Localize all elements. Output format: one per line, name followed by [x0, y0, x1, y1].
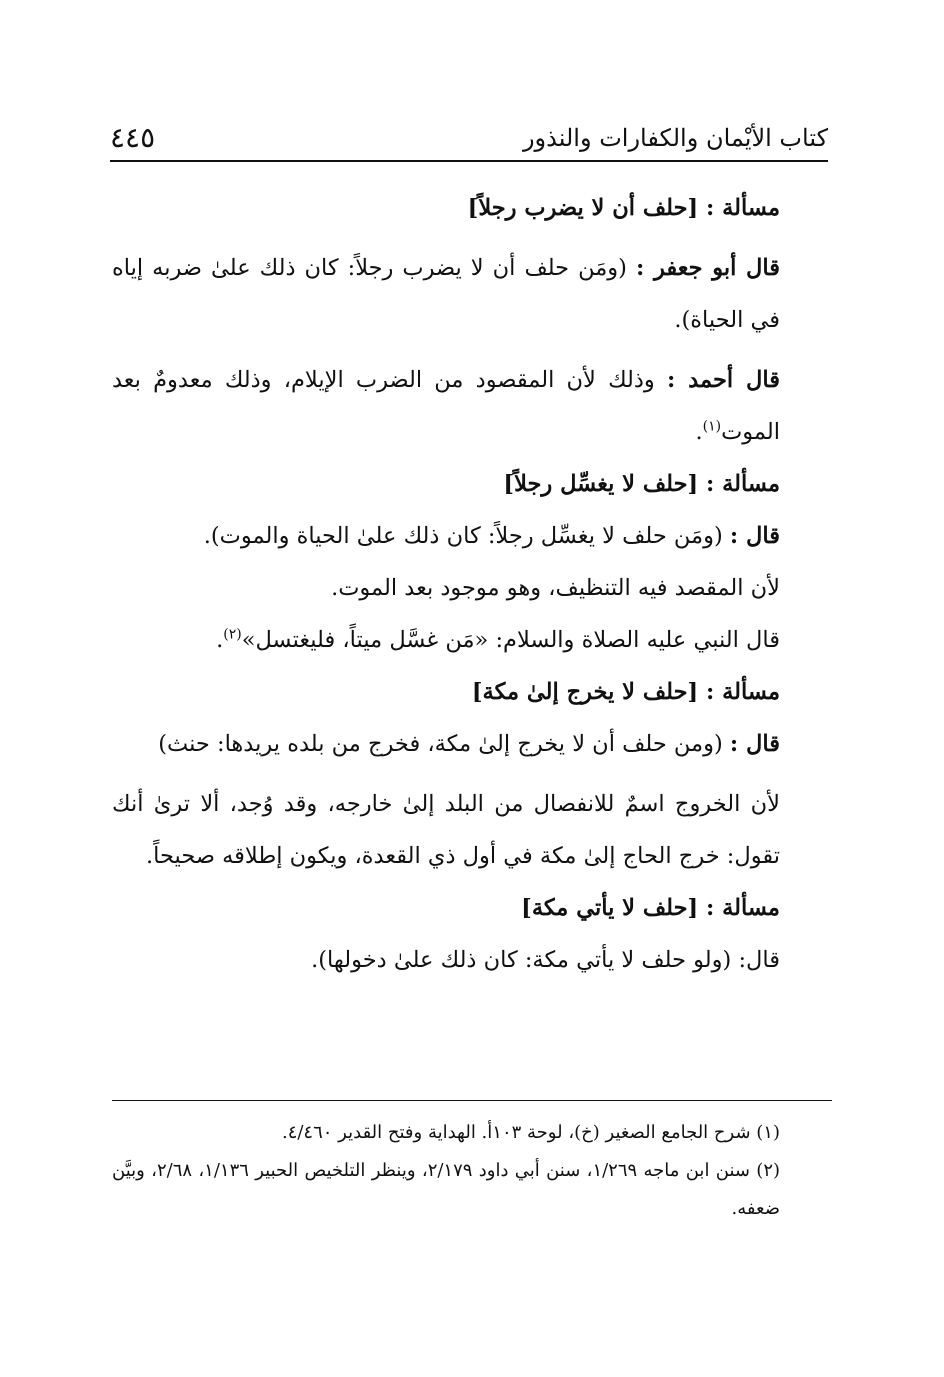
issue-heading: مسألة : [حلف لا يأتي مكة]	[521, 895, 780, 921]
paragraph: قال: (ولو حلف لا يأتي مكة: كان ذلك علىٰ دخولها).	[311, 947, 780, 973]
paragraph: لأن المقصد فيه التنظيف، وهو موجود بعد الموت.	[331, 575, 780, 601]
footnote: (٢) سنن ابن ماجه ١/٢٦٩، سنن أبي داود ٢/١٧٩، وينظر التلخيص الحبير ١/١٣٦، ٢/٦٨، وبيَّن ضعفه.	[112, 1160, 781, 1219]
paragraph-end: .	[695, 419, 703, 445]
footnotes	[112, 1114, 828, 1228]
issue-heading: مسألة : [حلف لا يغسِّل رجلاً]	[503, 471, 780, 497]
speaker-name: قال :	[729, 523, 780, 549]
main-text	[112, 182, 828, 986]
paragraph-text: (ومن حلف أن لا يخرج إلىٰ مكة، فخرج من بلده يريدها: حنث)	[158, 731, 730, 757]
header-title: كتاب الأيْمان والكفارات والنذور	[522, 124, 828, 152]
footnote-ref: (١)	[702, 418, 722, 435]
paragraph	[112, 354, 828, 458]
paragraph	[112, 718, 828, 770]
paragraph: لأن الخروج اسمٌ للانفصال من البلد إلىٰ خارجه، وقد وُجد، ألا ترىٰ أنك تقول: خرج الحاج إلىٰ مكة في أول ذي القعدة، ويكون إطلاقه صحيحاً.	[112, 791, 780, 869]
issue-heading: مسألة : [حلف لا يخرج إلىٰ مكة]	[471, 679, 780, 705]
paragraph-text: (ومَن حلف أن لا يضرب رجلاً: كان ذلك علىٰ ضربه إياه في الحياة).	[112, 255, 780, 333]
issue-heading: مسألة : [حلف أن لا يضرب رجلاً]	[467, 195, 780, 221]
speaker-name: قال أبو جعفر :	[635, 255, 780, 281]
paragraph	[112, 242, 828, 346]
footnote-ref: (٢)	[223, 626, 242, 643]
paragraph-end: .	[216, 627, 224, 653]
page-number: ٤٤٥	[110, 121, 156, 154]
paragraph-text: قال النبي عليه الصلاة والسلام: «مَن غسَّل ميتاً، فليغتسل»	[241, 627, 780, 653]
paragraph	[112, 614, 828, 666]
paragraph-text: (ومَن حلف لا يغسِّل رجلاً: كان ذلك علىٰ الحياة والموت).	[203, 523, 730, 549]
paragraph-text: وذلك لأن المقصود من الضرب الإيلام، وذلك معدومٌ بعد الموت	[112, 367, 780, 445]
speaker-name: قال :	[729, 731, 780, 757]
speaker-name: قال أحمد :	[666, 367, 780, 393]
running-header	[110, 112, 828, 162]
footnote-divider	[112, 1100, 832, 1101]
paragraph	[112, 510, 828, 562]
footnote: (١) شرح الجامع الصغير (خ)، لوحة ١٠٣أ. الهداية وفتح القدير ٤/٤٦٠.	[281, 1122, 780, 1143]
